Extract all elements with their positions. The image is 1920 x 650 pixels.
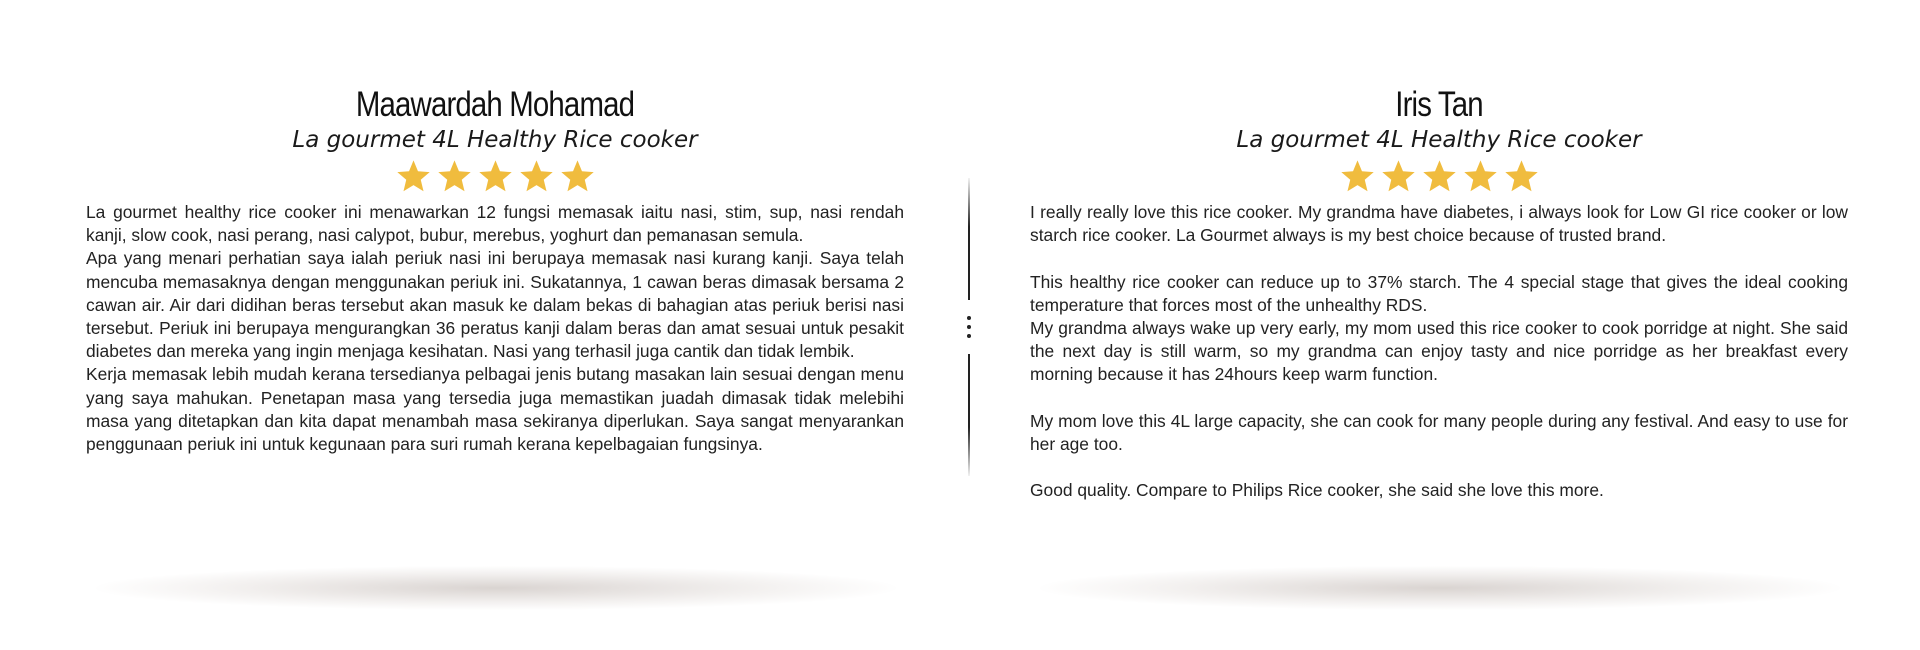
card-shadow	[96, 566, 896, 610]
divider-dot	[967, 325, 971, 329]
column-divider	[968, 178, 970, 478]
reviewer-name: Iris Tan	[1395, 85, 1483, 124]
divider-line-top	[968, 178, 970, 300]
product-name: La gourmet 4L Healthy Rice cooker	[1236, 127, 1642, 153]
review-paragraph: My grandma always wake up very early, my mom used this rice cooker to cook porridge at night. She said the next day is still warm, so my grandma can enjoy tasty and nice porridge as her breakfast every morning because it has 24hours keep warm function.	[1030, 318, 1848, 385]
star-icon	[518, 158, 555, 195]
review-paragraph: Good quality. Compare to Philips Rice cooker, she said she love this more.	[1030, 480, 1604, 501]
review-paragraph: This healthy rice cooker can reduce up to 37% starch. The 4 special stage that gives the ideal cooking temperature that forces most of the unhealthy RDS.	[1030, 271, 1848, 315]
review-paragraph: Kerja memasak lebih mudah kerana tersedianya pelbagai jenis butang masakan lain sesuai dengan menu yang saya mahukan. Penetapan masa yang tersedia juga memastikan juadah dimasak tidak melebihi masa yang ditetapkan dan kita dapat menambah masa sekiranya diperlukan. Saya sangat menyarankan penggunaan periuk ini untuk kegunaan para suri rumah kerana kepelbagaian fungsinya.	[86, 364, 904, 455]
star-icon	[1421, 158, 1458, 195]
product-name: La gourmet 4L Healthy Rice cooker	[292, 127, 698, 153]
review-card-right	[1030, 84, 1848, 503]
review-card-left	[86, 84, 904, 456]
review-text	[86, 201, 904, 456]
card-shadow	[1040, 566, 1840, 610]
star-icon	[1380, 158, 1417, 195]
star-icon	[1339, 158, 1376, 195]
star-icon	[477, 158, 514, 195]
divider-dot	[967, 334, 971, 338]
review-paragraph: La gourmet healthy rice cooker ini menawarkan 12 fungsi memasak iaitu nasi, stim, sup, nasi rendah kanji, slow cook, nasi perang, nasi calypot, bubur, merebus, yoghurt dan pemanasan semula.	[86, 202, 904, 246]
review-paragraph: Apa yang menari perhatian saya ialah periuk nasi ini berupaya memasak nasi kurang kanji. Saya telah mencuba memasaknya dengan menggunakan periuk ini. Sukatannya, 1 cawan beras dimasak bersama 2 cawan air. Air dari didihan beras tersebut akan masuk ke dalam bekas di bahagian atas periuk berisi nasi tersebut. Periuk ini berupaya mengurangkan 36 peratus kanji dalam beras dan amat sesuai untuk pesakit diabetes dan mereka yang ingin menjaga kesihatan. Nasi yang terhasil juga cantik dan tidak lembik.	[86, 248, 904, 362]
review-paragraph: My mom love this 4L large capacity, she can cook for many people during any festival. And easy to use for her age too.	[1030, 410, 1848, 454]
reviewer-name: Maawardah Mohamad	[355, 85, 635, 124]
star-icon	[1462, 158, 1499, 195]
review-paragraph: I really really love this rice cooker. My grandma have diabetes, i always look for Low GI rice cooker or low starch rice cooker. La Gourmet always is my best choice because of trusted brand.	[1030, 202, 1848, 246]
star-icon	[1503, 158, 1540, 195]
star-icon	[436, 158, 473, 195]
star-rating	[86, 158, 904, 200]
divider-line-bottom	[968, 354, 970, 476]
divider-dot	[967, 316, 971, 320]
star-icon	[559, 158, 596, 195]
star-rating	[1030, 158, 1848, 200]
review-text	[1030, 201, 1848, 503]
star-icon	[395, 158, 432, 195]
